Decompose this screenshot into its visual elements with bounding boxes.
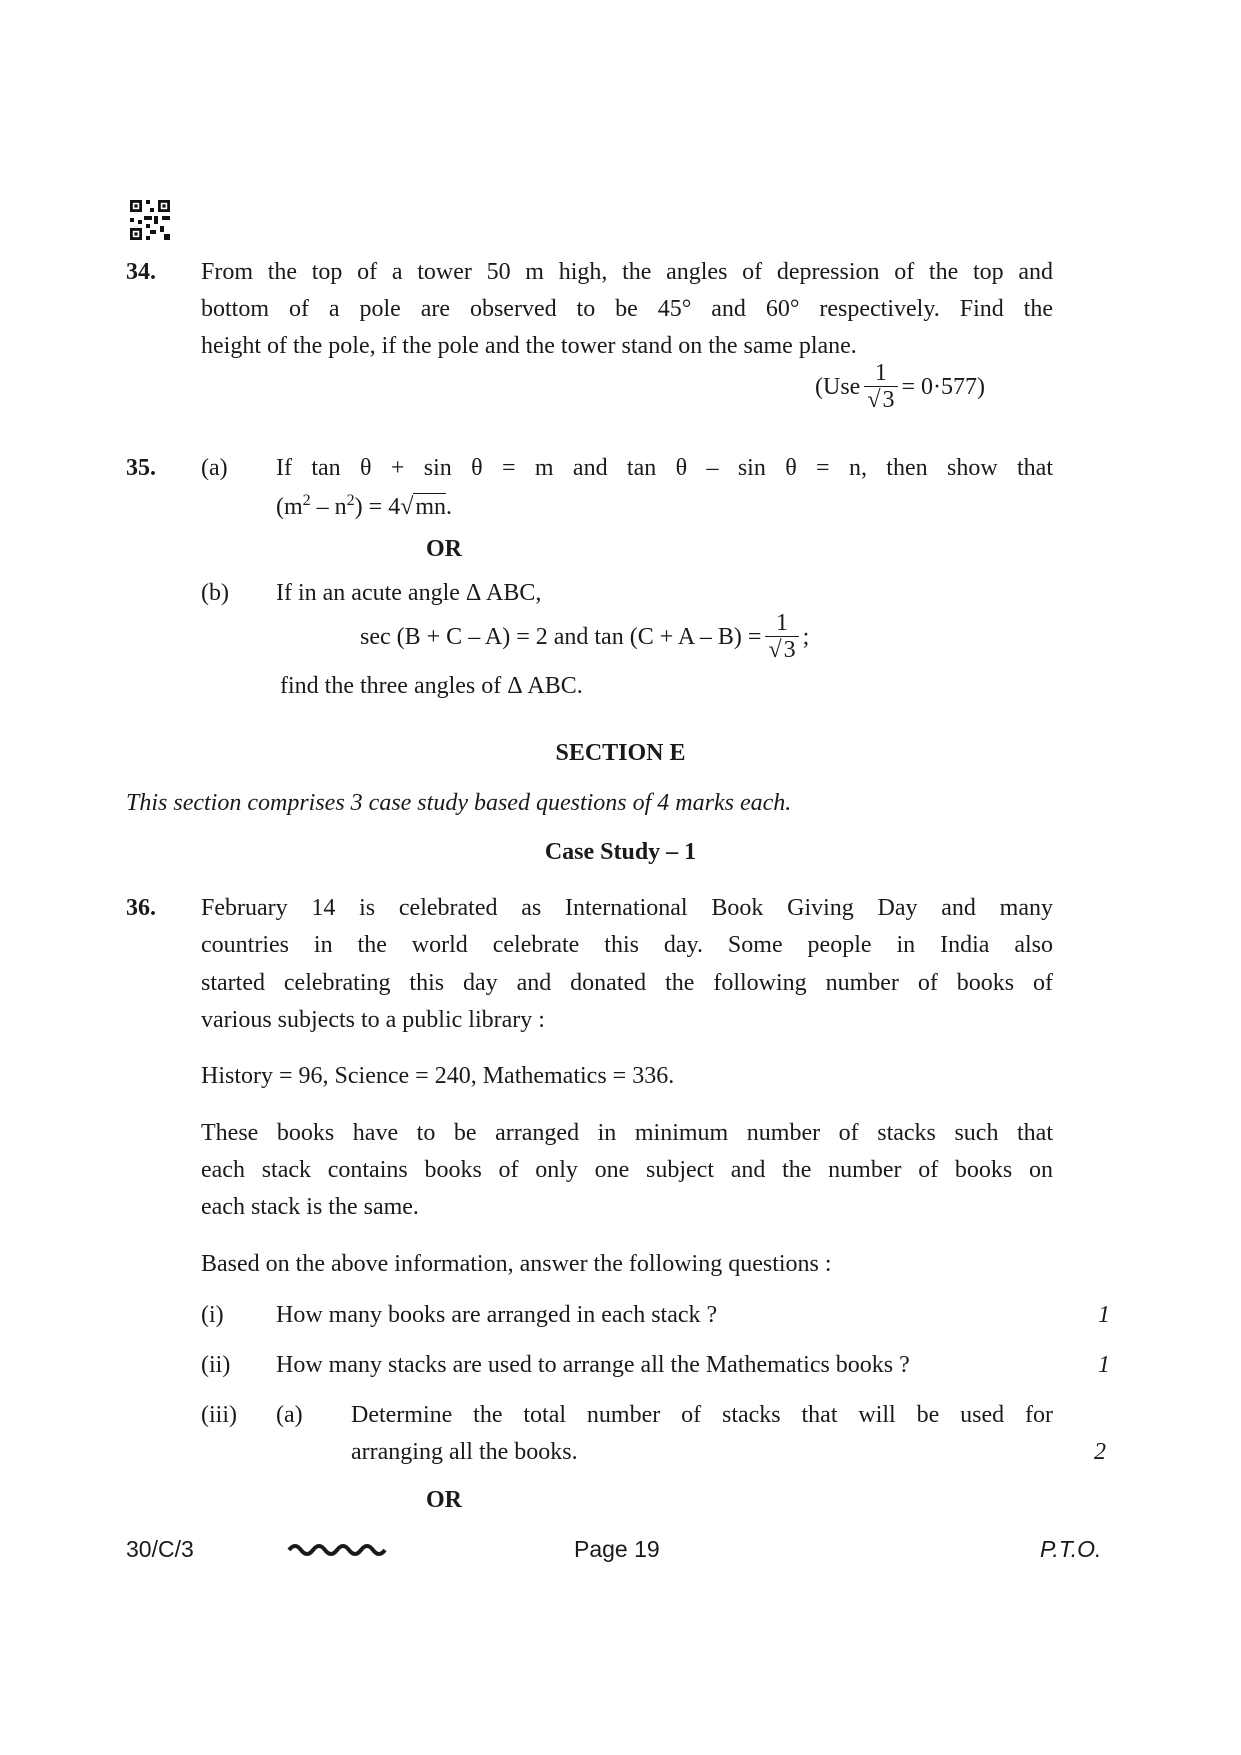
q35-a-expr-m: (m bbox=[276, 494, 303, 520]
q36-i-label: (i) bbox=[201, 1302, 224, 1328]
q35-a-expr-eq: ) = 4 bbox=[354, 494, 401, 520]
q36-p2-line-1: These books have to be arranged in minimum number of stacks such that bbox=[201, 1120, 1053, 1146]
q35-a-expr-end: . bbox=[446, 494, 453, 520]
q36-iii-marks: 2 bbox=[1094, 1439, 1106, 1465]
q36-p2-line-2: each stack contains books of only one subject and the number of books on bbox=[201, 1157, 1053, 1183]
q34-hint-denominator: √3 bbox=[864, 386, 897, 413]
q36-ii-marks: 1 bbox=[1098, 1352, 1110, 1378]
q35-or-label: OR bbox=[426, 536, 462, 562]
q36-iii-a-label: (a) bbox=[276, 1402, 303, 1428]
q36-iii-a-line-2: arranging all the books. bbox=[351, 1439, 578, 1465]
q35-b-radicand: 3 bbox=[783, 637, 796, 664]
pto-label: P.T.O. bbox=[1040, 1536, 1102, 1562]
q34-hint-prefix: (Use bbox=[815, 373, 861, 400]
q35-b-denominator: √3 bbox=[765, 636, 798, 663]
q36-ii-text: How many stacks are used to arrange all the Mathematics books ? bbox=[276, 1352, 910, 1378]
q35-b-line-3: find the three angles of Δ ABC. bbox=[280, 673, 583, 699]
q34-line-3: height of the pole, if the pole and the tower stand on the same plane. bbox=[201, 333, 857, 359]
q36-p1-line-3: started celebrating this day and donated the following number of books of bbox=[201, 970, 1053, 996]
q35-a-radicand: mn bbox=[415, 494, 447, 520]
q36-iii-label: (iii) bbox=[201, 1402, 237, 1428]
q35-a-line-2: $(m^2 - n^2) = 4√mn$. bbox=[276, 492, 453, 520]
q34-hint-suffix: = 0·577) bbox=[901, 373, 986, 400]
page-number: Page 19 bbox=[574, 1536, 660, 1562]
q36-p3: Based on the above information, answer the following questions : bbox=[201, 1251, 832, 1277]
paper-code: 30/C/3 bbox=[126, 1536, 194, 1562]
q35-b-equation-end: ; bbox=[802, 623, 810, 650]
question-number-36: 36. bbox=[126, 895, 156, 921]
question-number-35: 35. bbox=[126, 455, 156, 481]
q34-line-2: bottom of a pole are observed to be 45° and 60° respectively. Find the bbox=[201, 296, 1053, 322]
q36-iii-a-line-1: Determine the total number of stacks that will be used for bbox=[351, 1402, 1053, 1428]
q36-i-marks: 1 bbox=[1098, 1302, 1110, 1328]
q35-b-equation bbox=[360, 610, 809, 664]
q35-a-sup-1: 2 bbox=[302, 492, 311, 509]
qr-code-icon bbox=[130, 200, 170, 240]
q35-a-line-1: If tan θ + sin θ = m and tan θ – sin θ = n, then show that bbox=[276, 455, 1053, 481]
q36-or-label: OR bbox=[426, 1487, 462, 1513]
q35-part-b-label: (b) bbox=[201, 580, 229, 606]
q34-hint bbox=[815, 360, 985, 414]
q35-b-fraction bbox=[765, 610, 798, 664]
question-number-34: 34. bbox=[126, 259, 156, 285]
q36-p1-line-4: various subjects to a public library : bbox=[201, 1007, 545, 1033]
q36-data-line: History = 96, Science = 240, Mathematics = 336. bbox=[201, 1063, 675, 1089]
q35-a-expr-n: – n bbox=[310, 494, 347, 520]
q36-p1-line-1: February 14 is celebrated as International Book Giving Day and many bbox=[201, 895, 1053, 921]
q36-ii-label: (ii) bbox=[201, 1352, 231, 1378]
section-title: SECTION E bbox=[555, 740, 686, 766]
q36-i-text: How many books are arranged in each stack ? bbox=[276, 1302, 718, 1328]
q34-line-1: From the top of a tower 50 m high, the angles of depression of the top and bbox=[201, 259, 1053, 285]
section-description: This section comprises 3 case study based questions of 4 marks each. bbox=[126, 790, 792, 816]
q35-b-line-1: If in an acute angle Δ ABC, bbox=[276, 580, 542, 606]
q34-hint-fraction bbox=[864, 360, 897, 414]
q34-hint-radicand: 3 bbox=[882, 387, 895, 414]
q35-b-equation-text: sec (B + C – A) = 2 and tan (C + A – B) = bbox=[360, 623, 762, 650]
wave-ornament-icon bbox=[287, 1538, 387, 1558]
q35-a-sup-2: 2 bbox=[346, 492, 355, 509]
q35-b-numerator: 1 bbox=[776, 610, 789, 636]
case-study-title: Case Study – 1 bbox=[544, 839, 697, 865]
q35-part-a-label: (a) bbox=[201, 455, 228, 481]
q36-p1-line-2: countries in the world celebrate this day. Some people in India also bbox=[201, 932, 1053, 958]
q34-hint-numerator: 1 bbox=[874, 360, 887, 386]
q36-p2-line-3: each stack is the same. bbox=[201, 1194, 419, 1220]
